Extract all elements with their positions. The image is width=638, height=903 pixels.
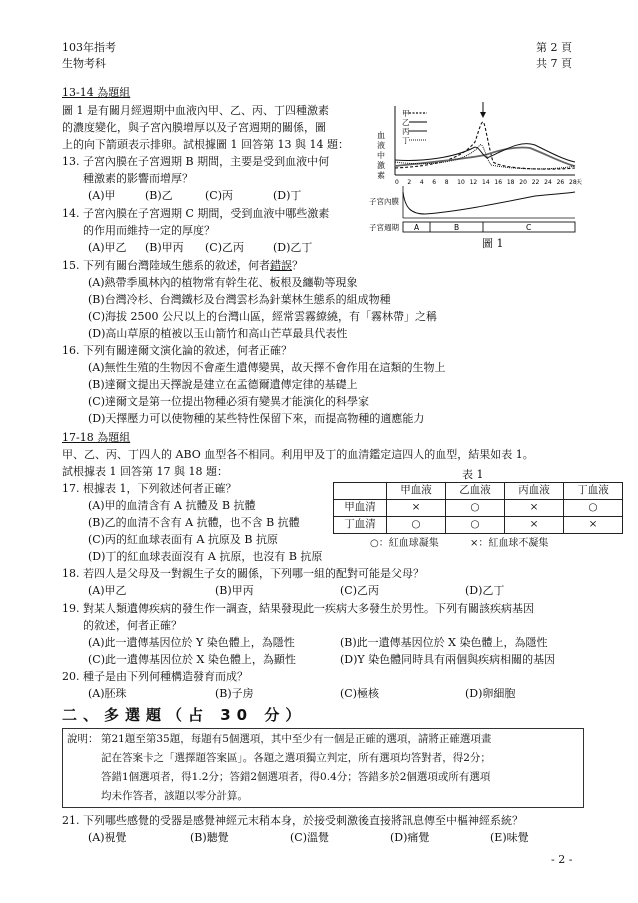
table-cell: × <box>505 517 564 534</box>
legend-jia: 甲 <box>402 109 410 118</box>
q17-option-c[interactable]: (C)丙的紅血球表面有 A 抗原及 B 抗原 <box>88 533 279 546</box>
fig-ylabel-4: 激 <box>377 161 385 170</box>
q13-stem-line2: 種激素的影響而增厚？ <box>83 172 193 185</box>
day-tick-label: 8 <box>444 179 449 186</box>
legend-ding: 丁 <box>402 136 410 145</box>
table-header-cell <box>334 483 387 500</box>
q19-option-d[interactable]: (D)Y 染色體同時具有兩個與疾病相關的基因 <box>340 653 556 666</box>
q16-option-a[interactable]: (A)無性生殖的生物因不會產生遺傳變異，故天擇不會作用在這類的生物上 <box>88 361 446 374</box>
day-tick-label: 6 <box>432 179 437 186</box>
table-cell: 丁血清 <box>334 517 387 534</box>
instructions-box <box>62 728 584 808</box>
q20-option-b[interactable]: (B)子房 <box>215 687 254 700</box>
table-legend-no-agglutination: ×：紅血球不凝集 <box>470 538 549 549</box>
day-tick-label: 16 <box>494 179 503 186</box>
day-tick-label: 0 <box>395 179 399 186</box>
instructions-line2: 記在答案卡之「選擇題答案區」。各題之選項獨立判定，所有選項均答對者，得2分； <box>101 752 491 764</box>
day-tick-label: 24 <box>544 179 552 186</box>
q13-option-b[interactable]: (B)乙 <box>145 189 173 202</box>
page-total: 共 7 頁 <box>536 57 572 70</box>
q21-stem: 21. 下列哪些感覺的受器是感覺神經元末稍本身，於接受刺激後直接將訊息傳至中樞神經系統？ <box>62 814 523 827</box>
day-tick-label: 12 <box>469 179 478 186</box>
instructions-label: 說明： <box>67 733 99 745</box>
q15-option-b[interactable]: (B)台灣冷杉、台灣鐵杉及台灣雲杉為針葉林生態系的組成物種 <box>88 293 391 306</box>
curve-jia <box>395 122 575 169</box>
table-header-cell: 甲血液 <box>387 483 446 500</box>
exam-subject: 生物考科 <box>62 57 106 70</box>
instructions-line4: 均未作答者，該題以零分計算。 <box>101 790 248 802</box>
q19-option-c[interactable]: (C)此一遺傳基因位於 X 染色體上，為顯性 <box>88 653 296 666</box>
q19-option-b[interactable]: (B)此一遺傳基因位於 X 染色體上，為隱性 <box>340 636 548 649</box>
section-2-title: 二、多選題（占 30 分） <box>62 706 307 724</box>
group2-intro-line2: 試根據表 1 回答第 17 與 18 題： <box>62 465 228 478</box>
group-title-17-18: 17-18 為題組 <box>62 431 131 444</box>
q20-option-d[interactable]: (D)卵細胞 <box>465 687 516 700</box>
q20-option-a[interactable]: (A)胚珠 <box>88 687 127 700</box>
table-header-cell: 乙血液 <box>446 483 505 500</box>
q14-stem-line2: 的作用而維持一定的厚度？ <box>83 224 215 237</box>
row-label-endometrium: 子宮內膜 <box>369 197 399 206</box>
q19-option-a[interactable]: (A)此一遺傳基因位於 Y 染色體上，為隱性 <box>88 636 295 649</box>
table-header-cell: 丙血液 <box>505 483 564 500</box>
group-title-13-14: 13-14 為題組 <box>62 86 131 99</box>
q18-stem: 18. 若四人是父母及一對親生子女的關係，下列哪一組的配對可能是父母？ <box>62 567 424 580</box>
table-1-caption: 表 1 <box>462 468 484 481</box>
q14-option-d[interactable]: (D)乙丁 <box>273 241 313 254</box>
day-tick-label: 20 <box>519 179 527 186</box>
day-tick-label: 26 <box>556 179 565 186</box>
q17-option-d[interactable]: (D)丁的紅血球表面沒有 A 抗原，也沒有 B 抗原 <box>88 550 323 563</box>
q15-stem-emphasis: 錯誤 <box>270 259 292 272</box>
table-cell: ○ <box>387 517 446 534</box>
q16-option-d[interactable]: (D)天擇壓力可以使物種的某些特性保留下來，而提高物種的適應能力 <box>88 412 425 425</box>
q17-stem: 17. 根據表 1，下列敘述何者正確？ <box>62 482 237 495</box>
table-legend-agglutination: ○：紅血球凝集 <box>370 538 439 549</box>
footer-page-number: - 2 - <box>551 853 573 866</box>
q14-stem-line1: 14. 子宮內膜在子宮週期 C 期間，受到血液中哪些激素 <box>62 207 330 220</box>
cycle-bar <box>403 222 575 232</box>
row-label-cycle: 子宮週期 <box>369 223 399 232</box>
day-tick-label: 28 <box>569 179 577 186</box>
table-header-cell: 丁血液 <box>564 483 623 500</box>
q21-option-b[interactable]: (B)聽覺 <box>190 831 229 844</box>
q13-option-c[interactable]: (C)丙 <box>205 189 233 202</box>
q13-option-a[interactable]: (A)甲 <box>88 189 116 202</box>
phase-b: B <box>454 223 460 232</box>
day-tick-label: 10 <box>457 179 465 186</box>
table-cell: ○ <box>564 500 623 517</box>
q18-option-b[interactable]: (B)甲丙 <box>215 584 254 597</box>
legend-bing: 丙 <box>402 127 410 136</box>
day-tick-label: 2 <box>407 179 412 186</box>
ovulation-arrow-head <box>480 112 486 118</box>
day-tick-labels <box>395 179 577 186</box>
table-1 <box>333 482 623 534</box>
figure-1-caption: 圖 1 <box>482 237 504 250</box>
q20-option-c[interactable]: (C)極核 <box>340 687 379 700</box>
day-tick-label: 18 <box>506 179 515 186</box>
day-tick-label: 14 <box>482 179 490 186</box>
table-cell: × <box>505 500 564 517</box>
q21-option-c[interactable]: (C)溫覺 <box>290 831 329 844</box>
q15-stem <box>62 258 303 274</box>
legend-yi: 乙 <box>402 118 410 127</box>
phase-c: C <box>526 223 532 232</box>
q19-stem-line2: 的敘述，何者正確？ <box>83 619 182 632</box>
fig-ylabel-3: 中 <box>377 151 385 160</box>
table-row <box>334 517 623 534</box>
table-cell: 甲血清 <box>334 500 387 517</box>
q14-option-a[interactable]: (A)甲乙 <box>88 241 127 254</box>
q14-option-c[interactable]: (C)乙丙 <box>205 241 244 254</box>
q15-stem-end: ？ <box>292 259 303 272</box>
phase-a: A <box>414 223 420 232</box>
table-cell: ○ <box>446 517 505 534</box>
q18-option-c[interactable]: (C)乙丙 <box>340 584 379 597</box>
fig-ylabel-5: 素 <box>377 171 385 180</box>
table-cell: ○ <box>446 500 505 517</box>
instructions-line1: 第21題至第35題，每題有5個選項，其中至少有一個是正確的選項，請將正確選項畫 <box>101 733 492 745</box>
q15-option-a[interactable]: (A)熱帶季風林內的植物常有幹生花、板根及纏勒等現象 <box>88 276 358 289</box>
table-row <box>334 500 623 517</box>
q15-stem-text: 15. 下列有關台灣陸域生態系的敘述，何者 <box>62 259 270 272</box>
exam-year: 103年指考 <box>62 41 116 54</box>
group1-intro-line2: 的濃度變化，與子宮內膜增厚以及子宮週期的關係，圖 <box>62 121 326 134</box>
q19-stem-line1: 19. 對某人類遺傳疾病的發生作一調查，結果發現此一疾病大多發生於男性。下列有關該疾病基因 <box>62 602 534 615</box>
q13-option-d[interactable]: (D)丁 <box>273 189 302 202</box>
q15-option-c[interactable]: (C)海拔 2500 公尺以上的台灣山區，經常雲霧繚繞，有「霧林帶」之稱 <box>88 310 437 323</box>
fig-ylabel-2: 液 <box>377 141 385 150</box>
group2-intro-line1: 甲、乙、丙、丁四人的 ABO 血型各不相同。利用甲及丁的血清鑑定這四人的血型，結果如表 1。 <box>62 448 534 461</box>
q16-option-b[interactable]: (B)達爾文提出天擇說是建立在孟德爾遺傳定律的基礎上 <box>88 378 358 391</box>
q18-option-a[interactable]: (A)甲乙 <box>88 584 127 597</box>
day-tick-label: 4 <box>419 179 424 186</box>
page-number: 第 2 頁 <box>536 41 572 54</box>
fig-ylabel-1: 血 <box>377 131 385 140</box>
table-cell: × <box>387 500 446 517</box>
instructions-line3: 答錯1個選項者，得1.2分；答錯2個選項者，得0.4分；答錯多於2個選項或所有選項 <box>101 771 491 783</box>
day-unit: 天 <box>576 179 583 186</box>
q13-stem-line1: 13. 子宮內膜在子宮週期 B 期間，主要是受到血液中何 <box>62 155 330 168</box>
q21-option-a[interactable]: (A)視覺 <box>88 831 127 844</box>
table-cell: × <box>564 517 623 534</box>
day-tick-label: 22 <box>531 179 540 186</box>
group1-intro-line1: 圖 1 是有關月經週期中血液內甲、乙、丙、丁四種激素 <box>62 104 329 117</box>
q16-option-c[interactable]: (C)達爾文是第一位提出物種必須有變異才能演化的科學家 <box>88 395 369 408</box>
q21-option-e[interactable]: (E)味覺 <box>490 831 529 844</box>
q14-option-b[interactable]: (B)甲丙 <box>145 241 184 254</box>
q20-stem: 20. 種子是由下列何種構造發育而成？ <box>62 670 248 683</box>
figure-1-hormone-chart <box>369 100 590 255</box>
q17-option-a[interactable]: (A)甲的血清含有 A 抗體及 B 抗體 <box>88 499 256 512</box>
q15-option-d[interactable]: (D)高山草原的植被以玉山箭竹和高山芒草最具代表性 <box>88 327 348 340</box>
endometrium-curve <box>403 192 575 214</box>
q17-option-b[interactable]: (B)乙的血清不含有 A 抗體，也不含 B 抗體 <box>88 516 300 529</box>
q21-option-d[interactable]: (D)痛覺 <box>390 831 430 844</box>
q16-stem: 16. 下列有關達爾文演化論的敘述，何者正確？ <box>62 344 292 357</box>
group1-intro-line3: 上的向下箭頭表示排卵。試根據圖 1 回答第 13 與 14 題： <box>62 138 349 151</box>
table-header-row <box>334 483 623 500</box>
q18-option-d[interactable]: (D)乙丁 <box>465 584 505 597</box>
